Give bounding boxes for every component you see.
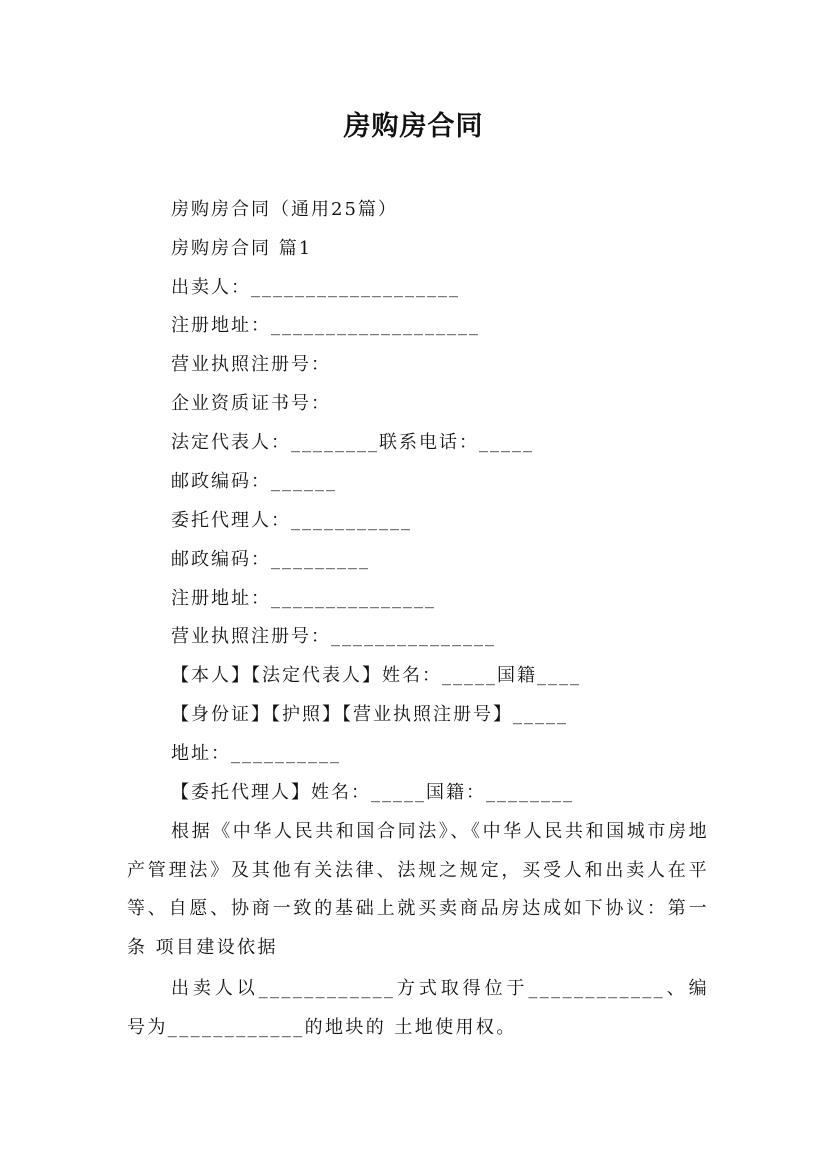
document-line: 注册地址：___________________ bbox=[171, 315, 480, 336]
document-line: 邮政编码：_________ bbox=[171, 549, 370, 570]
document-line: 房购房合同（通用25篇） bbox=[171, 199, 398, 220]
document-line: 邮政编码：______ bbox=[171, 471, 337, 492]
document-paragraph: 出卖人以____________方式取得位于____________、编号为____________的地块的 土地使用权。 bbox=[127, 978, 709, 1038]
document-line: 房购房合同 篇1 bbox=[171, 238, 313, 259]
document-paragraph: 根据《中华人民共和国合同法》、《中华人民共和国城市房地产管理法》及其他有关法律、法规之规定，买受人和出卖人在平等、自愿、协商一致的基础上就买卖商品房达成如下协议：第一条 项目建设依据 bbox=[127, 821, 709, 958]
document-line: 注册地址：_______________ bbox=[171, 588, 436, 609]
document-line: 营业执照注册号：_______________ bbox=[171, 626, 496, 647]
document-line: 法定代表人：________联系电话：_____ bbox=[171, 432, 534, 453]
document-title: 房购房合同 bbox=[343, 111, 484, 142]
document-line: 地址：__________ bbox=[171, 743, 341, 764]
document-line: 营业执照注册号： bbox=[171, 354, 331, 375]
document-line: 出卖人：___________________ bbox=[171, 277, 460, 298]
document-line: 委托代理人：___________ bbox=[171, 510, 412, 531]
document-line: 【本人】【法定代表人】姓名：_____国籍____ bbox=[171, 665, 581, 686]
document-line: 【身份证】【护照】【营业执照注册号】_____ bbox=[171, 704, 568, 725]
document-line: 【委托代理人】姓名：_____国籍：________ bbox=[171, 782, 574, 803]
document-line: 企业资质证书号： bbox=[171, 393, 331, 414]
